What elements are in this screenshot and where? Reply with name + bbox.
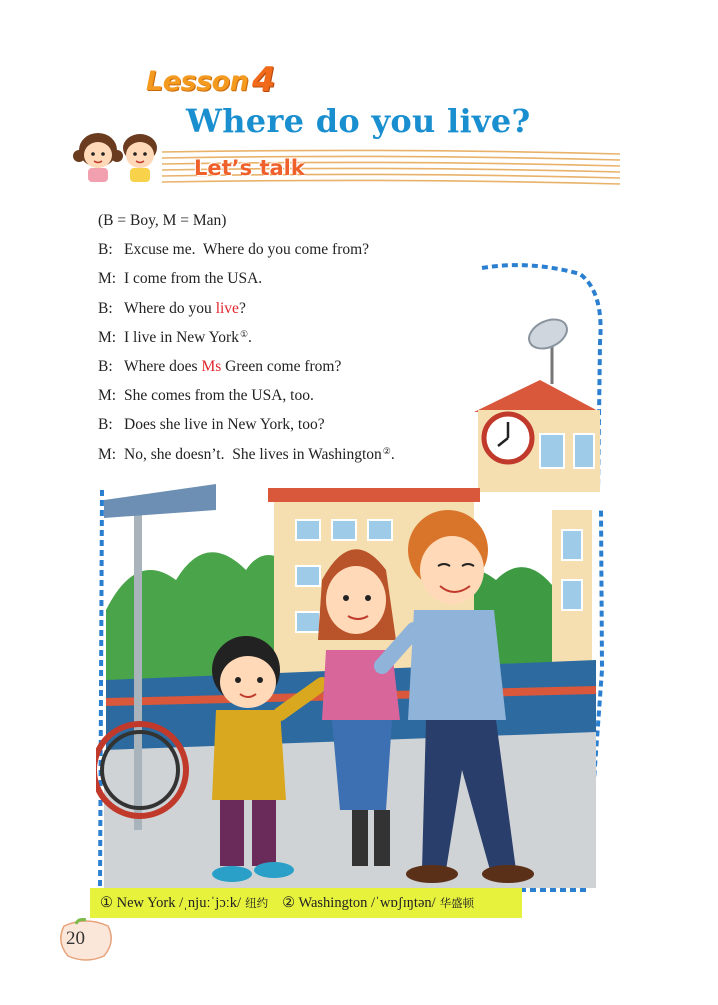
kids-mascot-illustration — [72, 122, 172, 186]
line-text: No, she doesn’t. She lives in Washington — [124, 445, 382, 463]
line-text-end: ? — [238, 299, 246, 317]
apple-page-number-badge — [56, 918, 116, 962]
page-number: 20 — [66, 928, 85, 949]
building-clock-illustration — [470, 262, 610, 492]
dialogue-line — [98, 329, 395, 358]
speaker-label: M: — [98, 387, 117, 405]
footnote-washington-zh: 华盛顿 — [439, 896, 475, 910]
speaker-label: B: — [98, 416, 113, 434]
footnote-new-york-zh: 纽约 — [245, 896, 269, 910]
lesson-number: 4 — [252, 60, 276, 100]
speaker-label: B: — [98, 299, 113, 317]
line-text: Where do you — [124, 299, 216, 317]
speaker-label: M: — [98, 270, 117, 288]
dialogue-line — [98, 416, 395, 445]
speaker-label: M: — [98, 328, 117, 346]
section-heading: Let’s talk — [194, 156, 305, 180]
line-text-end: . — [390, 445, 395, 463]
footnote-bar — [90, 888, 522, 918]
dialogue-block — [98, 212, 395, 475]
line-text: Excuse me. Where do you come from? — [124, 241, 370, 259]
line-text-end: . — [248, 328, 252, 346]
line-text: She comes from the USA, too. — [124, 387, 314, 405]
dialogue-intro: (B = Boy, M = Man) — [98, 212, 227, 229]
speaker-label: B: — [98, 357, 113, 375]
dialogue-line — [98, 241, 395, 270]
street-scene-illustration — [96, 470, 608, 900]
footnote-new-york: ① New York /ˌnjuːˈjɔːk/ — [100, 894, 242, 911]
lesson-label: Lesson — [146, 66, 249, 97]
dialogue-line — [98, 270, 395, 299]
footnote-marker: ② — [382, 445, 391, 456]
footnote-washington: ② Washington /ˈwɒʃɪŋtən/ — [282, 894, 436, 911]
line-text-end: Green come from? — [221, 357, 342, 375]
line-text: I come from the USA. — [124, 270, 263, 288]
speaker-label: M: — [98, 445, 117, 463]
dialogue-line — [98, 387, 395, 416]
dialogue-line — [98, 358, 395, 387]
footnote-marker: ① — [239, 328, 249, 339]
dialogue-line — [98, 300, 395, 329]
page-title: Where do you live? — [186, 102, 531, 140]
new-word-highlight: live — [215, 299, 239, 317]
new-word-highlight: Ms — [201, 357, 222, 375]
line-text: I live in New York — [124, 328, 239, 346]
line-text: Where does — [124, 357, 202, 375]
line-text: Does she live in New York, too? — [124, 416, 325, 434]
speaker-label: B: — [98, 241, 113, 259]
